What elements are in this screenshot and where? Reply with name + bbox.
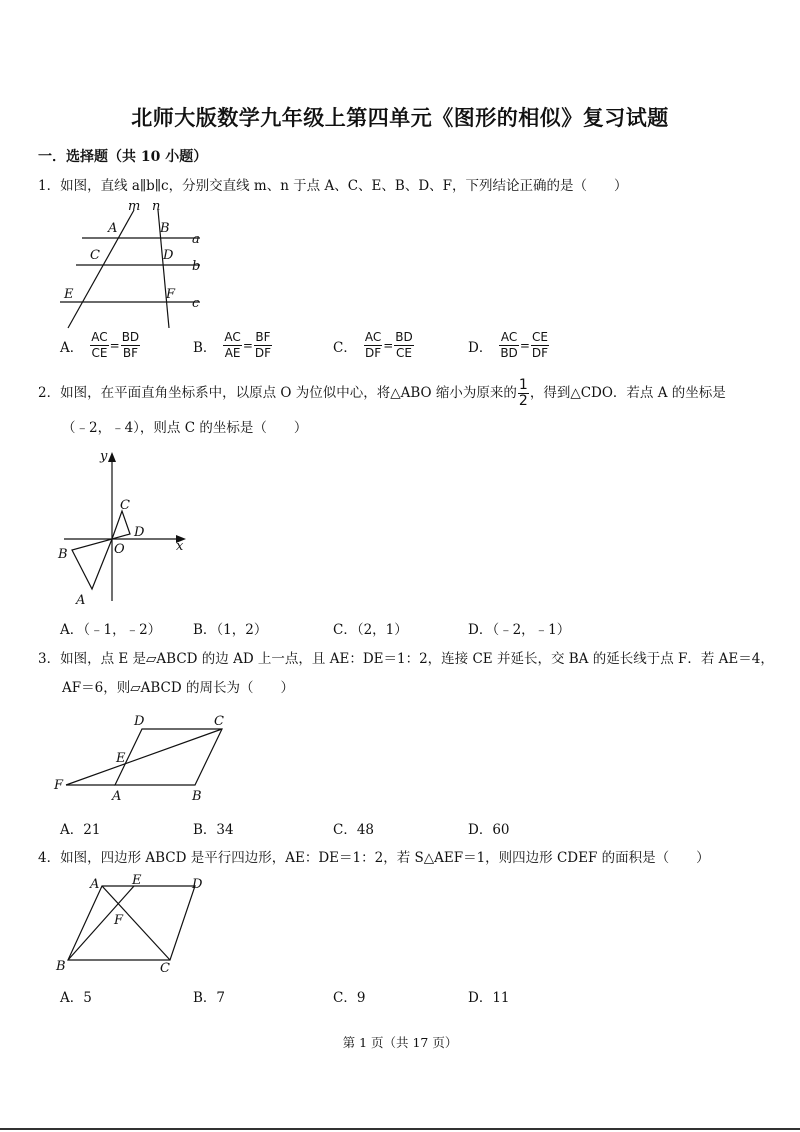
label-B: B — [192, 789, 202, 804]
label-D: D — [134, 714, 145, 729]
q3-option-d: D．60 — [468, 822, 510, 838]
label-D: D — [192, 877, 203, 892]
q3-option-b: B．34 — [193, 822, 234, 838]
q2-option-c: C．（2，1） — [333, 622, 408, 638]
question-3-stem: 3．如图，点 E 是▱ABCD 的边 AD 上一点，且 AE：DE＝1：2，连接 CE 并延长，交 BA 的延长线于点 F．若 AE＝4， — [38, 651, 774, 667]
axis-x-label: x — [176, 539, 184, 554]
question-2-figure — [50, 446, 200, 608]
label-D: D — [163, 248, 174, 263]
label-F: F — [114, 913, 124, 928]
label-A: A — [76, 593, 86, 608]
label-A: A — [112, 789, 122, 804]
q4-option-b: B．7 — [193, 990, 226, 1006]
q2-option-d: D．（﹣2，﹣1） — [468, 622, 571, 638]
label-C: C — [214, 714, 224, 729]
label-C: C — [120, 498, 130, 513]
q4-option-d: D．11 — [468, 990, 510, 1006]
label-A: A — [108, 221, 118, 236]
label-C: C — [90, 248, 100, 263]
label-E: E — [116, 751, 126, 766]
section-heading: 一．选择题（共 10 小题） — [38, 149, 208, 165]
q3-option-c: C．48 — [333, 822, 375, 838]
label-F: F — [166, 287, 176, 302]
q3-option-a: A．21 — [60, 822, 101, 838]
label-a: a — [192, 232, 200, 247]
question-2-stem: 2．如图，在平面直角坐标系中，以原点 O 为位似中心，将△ABO 缩小为原来的 $\frac{1}{2}$ ，得到△CDO．若点 A 的坐标是 — [38, 377, 726, 409]
label-b: b — [192, 259, 201, 274]
q4-option-a: A．5 — [60, 990, 92, 1006]
q1-option-b: B． $\frac{AC}{AE}$ = $\frac{BF}{DF}$ — [193, 330, 272, 360]
question-2-stem-cont: （﹣2，﹣4），则点 C 的坐标是（ ） — [62, 420, 308, 436]
label-B: B — [160, 221, 170, 236]
question-1-stem: 1．如图，直线 a∥b∥c，分别交直线 m、n 于点 A、C、E、B、D、F，下列结论正确的是（ ） — [38, 178, 628, 194]
label-E: E — [64, 287, 74, 302]
label-B: B — [58, 547, 68, 562]
bottom-edge-line — [0, 1128, 800, 1130]
q1-option-c: C． $\frac{AC}{DF}$ = $\frac{BD}{CE}$ — [333, 330, 413, 360]
q4-option-c: C．9 — [333, 990, 366, 1006]
question-4-stem: 4．如图，四边形 ABCD 是平行四边形，AE：DE＝1：2，若 S△AEF＝1，则四边形 CDEF 的面积是（ ） — [38, 850, 710, 866]
label-A: A — [90, 877, 100, 892]
q2-option-a: A．（﹣1，﹣2） — [60, 622, 162, 638]
label-n: n — [152, 199, 161, 214]
question-4-figure — [50, 872, 210, 978]
q1-option-a: A． $\frac{AC}{CE}$ = $\frac{BD}{BF}$ — [60, 330, 140, 360]
label-O: O — [114, 542, 125, 557]
question-3-stem-cont: AF＝6，则▱ABCD 的周长为（ ） — [62, 680, 294, 696]
label-B: B — [56, 959, 66, 974]
label-E: E — [132, 873, 142, 888]
axis-y-label: y — [100, 449, 108, 464]
label-D: D — [134, 525, 145, 540]
question-1-figure — [50, 198, 210, 330]
label-c: c — [192, 296, 200, 311]
question-3-figure — [50, 710, 240, 805]
label-C: C — [160, 961, 170, 976]
page-footer: 第 1 页（共 17 页） — [342, 1035, 458, 1050]
label-m: m — [128, 199, 141, 214]
q2-option-b: B．（1，2） — [193, 622, 268, 638]
label-F: F — [54, 778, 64, 793]
q1-option-d: D． $\frac{AC}{BD}$ = $\frac{CE}{DF}$ — [468, 330, 549, 360]
page-title: 北师大版数学九年级上第四单元《图形的相似》复习试题 — [131, 105, 669, 130]
